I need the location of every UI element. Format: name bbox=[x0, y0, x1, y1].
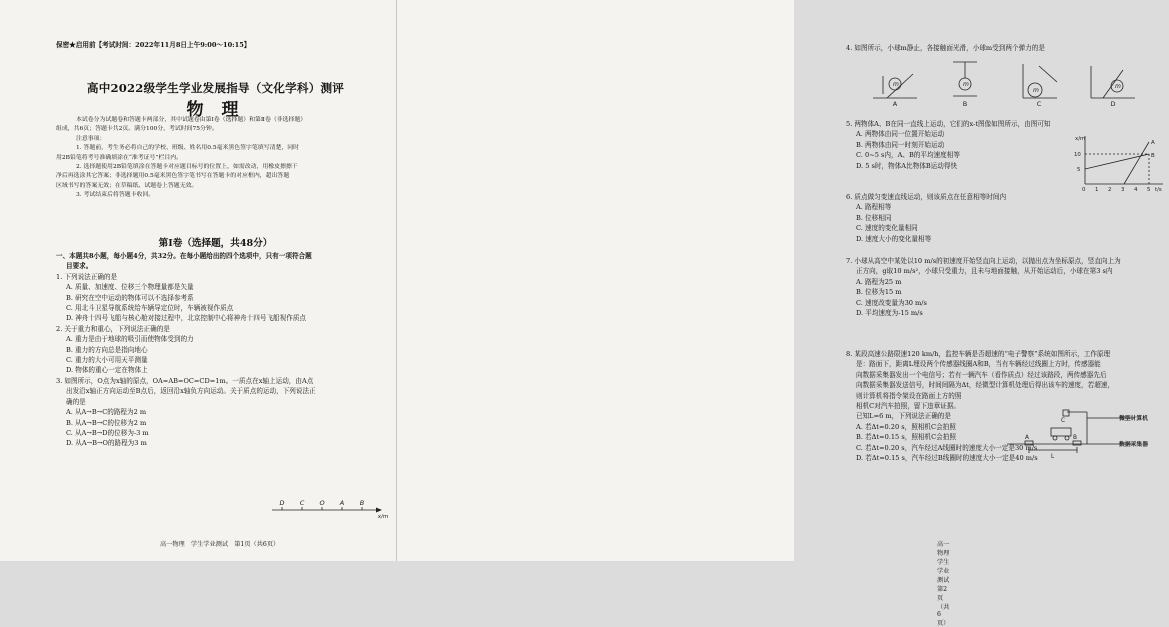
subject-title: 物 理 bbox=[186, 100, 245, 120]
question-8: 8. 某段高速公路限速120 km/h，监控车辆是否超速的“电子警察”系统如图所示，工作原理 是：路面下，距离L埋设两个传感器线圈A和B，当有车辆经过线圈上方时，传感器能 向数据采集器发出一个电信号；若有一辆汽车（看作质点）经过该路段，两传感器先后 向数据采集器发送信号，时间间隔为Δt，经微型计算机处理后得出该车的速度，若超速， 则计算机将指令架设在路面上方的照 相机C对汽车拍照，留下违章证据。 已知L=6 m，下列说法正确的是 A. 若Δt=0.20 s，照相机C会拍照 B. 若Δt=0.15 s，照相机C会拍照 C. 若Δt=0.20 s，汽车经过A线圈时的速度大小一定是30 m/s D. 若Δt=0.15 s，汽车经过B线圈时的速度大小一定是40 m/s bbox=[846, 350, 1114, 463]
coil-b-label: B bbox=[1073, 435, 1077, 441]
speed-camera-figure bbox=[1007, 408, 1167, 460]
section-title: 第Ⅰ卷（选择题，共48分） bbox=[158, 238, 273, 249]
question-5: 5. 两物体A、B在同一直线上运动，它们的x-t图像如图所示，由图可知 A. 两物体由同一位置开始运动 B. 两物体由同一时刻开始运动 C. 0~5 s内，A、B的平均速度相等 D. 5 s时，物体A比物体B运动得快 bbox=[846, 120, 1051, 170]
footer-page-2: 高一物理 学生学业测试 第2页（共6页） bbox=[937, 541, 956, 627]
page-1 bbox=[0, 0, 397, 561]
length-label: L bbox=[1051, 454, 1055, 460]
ball-label-a: m bbox=[893, 81, 899, 88]
footer-page-1: 高一物理 学生学业测试 第1页（共6页） bbox=[160, 541, 280, 548]
xt-ytick-5: 5 bbox=[1077, 167, 1081, 173]
exam-time-header: 保密★启用前【考试时间：2022年11月8日上午9:00～10:15】 bbox=[56, 41, 251, 49]
xt-xtick-3: 3 bbox=[1121, 187, 1125, 193]
fig-label-a: A bbox=[892, 100, 898, 108]
ball-label-c: m bbox=[1033, 87, 1039, 94]
xt-ylabel: x/m bbox=[1075, 136, 1086, 142]
xt-series-b: B bbox=[1151, 153, 1155, 159]
xt-xtick-2: 2 bbox=[1108, 187, 1112, 193]
collector-label: 数据采集器 bbox=[1119, 442, 1148, 448]
question-7: 7. 小球从高空中某处以10 m/s的初速度开始竖直向上运动，以抛出点为坐标原点，竖直向上为 正方向，g取10 m/s²，小球只受重力，且未与地面接触，从开始运动后，小球在第3 s内 A. 路程为25 m B. 位移为15 m C. 速度改变量为30 m/s D. 平均速度为-15 m/s bbox=[846, 257, 1121, 318]
axis-label-a: A bbox=[339, 499, 345, 507]
question-4: 4. 如图所示，小球m静止，各接触面光滑，小球m受到两个弹力的是 bbox=[846, 44, 1045, 52]
fig-label-b: B bbox=[962, 100, 968, 108]
instructions: 本试卷分为试题卷和答题卡两部分，其中试题卷由第Ⅰ卷（选择题）和第Ⅱ卷（非选择题） 组成，共6页；答题卡共2页。满分100分，考试时间75分钟。 注意事项： 1. 答题前，考生务必将自己的学校、班级、姓名用0.5毫米黑色签字笔填写清楚，同时 用2B铅笔将考号准确填涂在“准考证号”栏目内。 2. 选择题使用2B铅笔填涂在答题卡对应题目标号的位置上，如需改动，用橡皮擦擦干 净后再选涂其它答案；非选择题用0.5毫米黑色签字笔书写在答题卡的对应框内，超出答题 区域书写的答案无效；在草稿纸、试题卷上答题无效。 3. 考试结束后将答题卡收回。 bbox=[56, 117, 307, 199]
xt-series-a: A bbox=[1151, 140, 1155, 146]
question-list-left: 一、本题共8小题，每小题4分，共32分。在每小题给出的四个选项中，只有一项符合题 目要求。 1. 下列说法正确的是 A. 质量、加速度、位移三个物理量都是矢量 B. 研究在空中运动的物体可以不选择参考系 C. 用北斗卫星导航系统给车辆导定位时，车辆被视作质点 D. 神舟十四号飞船与核心舱对接过程中，北京控制中心将神舟十四号飞船视作质点 2. 关于重力和重心，下列说法正确的是 A. 重力是由于地球的吸引而使物体受到的力 B. 重力的方向总是指向地心 C. 重力的大小可用天平测量 D. 物体的重心一定在物体上 3. 如图所示，O点为x轴的原点，OA=AB=OC=CD=1m。一质点在x轴上运动，由A点 出发沿x轴正方向运动至B点后，返回沿x轴负方向运动。关于质点的运动，下列说法正 确的是 A. 从A→B→C的路程为2 m B. 从A→B→C的位移为2 m C. 从A→B→D的位移为-3 m D. 从A→B→O的路程为3 m bbox=[56, 251, 375, 449]
axis-label-x: x/m bbox=[377, 514, 389, 520]
question-2: 2. 关于重力和重心，下列说法正确的是 A. 重力是由于地球的吸引而使物体受到的力 B. 重力的方向总是指向地心 C. 重力的大小可用天平测量 D. 物体的重心一定在物体上 bbox=[56, 324, 194, 375]
page-2 bbox=[397, 0, 1162, 627]
question-1: 1. 下列说法正确的是 A. 质量、加速度、位移三个物理量都是矢量 B. 研究在空中运动的物体可以不选择参考系 C. 用北斗卫星导航系统给车辆导定位时，车辆被视作质点 D. 神舟十四号飞船与核心舱对接过程中，北京控制中心将神舟十四号飞船视作质点 bbox=[56, 272, 307, 323]
xt-xlabel: t/s bbox=[1155, 187, 1162, 193]
axis-label-o: O bbox=[319, 499, 325, 507]
xt-ytick-10: 10 bbox=[1074, 152, 1081, 158]
spring-ball-figures bbox=[873, 56, 1143, 108]
coil-a-label: A bbox=[1025, 435, 1029, 441]
exam-title: 高中2022级学生学业发展指导（文化学科）测评 bbox=[86, 81, 345, 95]
ball-label-d: m bbox=[1115, 83, 1121, 90]
ball-label-b: m bbox=[963, 81, 969, 88]
camera-label: C bbox=[1061, 418, 1066, 424]
section-desc: 一、本题共8小题，每小题4分，共32分。在每小题给出的四个选项中，只有一项符合题 bbox=[56, 252, 312, 260]
xt-xtick-4: 4 bbox=[1134, 187, 1138, 193]
number-line-figure bbox=[270, 497, 390, 519]
computer-label: 微型计算机 bbox=[1119, 416, 1148, 422]
xt-graph bbox=[1073, 132, 1169, 192]
axis-label-d: D bbox=[279, 499, 285, 507]
xt-xtick-0: 0 bbox=[1082, 187, 1086, 193]
fig-label-d: D bbox=[1110, 100, 1116, 108]
question-3: 3. 如图所示，O点为x轴的原点，OA=AB=OC=CD=1m。一质点在x轴上运动，由A点 出发沿x轴正方向运动至B点后，返回沿x轴负方向运动。关于质点的运动，下列说法正 确的是 A. 从A→B→C的路程为2 m B. 从A→B→C的位移为2 m C. 从A→B→D的位移为-3 m D. 从A→B→O的路程为3 m bbox=[56, 376, 316, 448]
axis-label-c: C bbox=[299, 499, 305, 507]
axis-label-b: B bbox=[359, 499, 365, 507]
question-6: 6. 质点做匀变速直线运动，则该质点在任意相等时间内 A. 路程相等 B. 位移相同 C. 速度的变化量相同 D. 速度大小的变化量相等 bbox=[846, 193, 1007, 243]
xt-xtick-1: 1 bbox=[1095, 187, 1099, 193]
xt-xtick-5: 5 bbox=[1147, 187, 1151, 193]
fig-label-c: C bbox=[1036, 100, 1042, 108]
